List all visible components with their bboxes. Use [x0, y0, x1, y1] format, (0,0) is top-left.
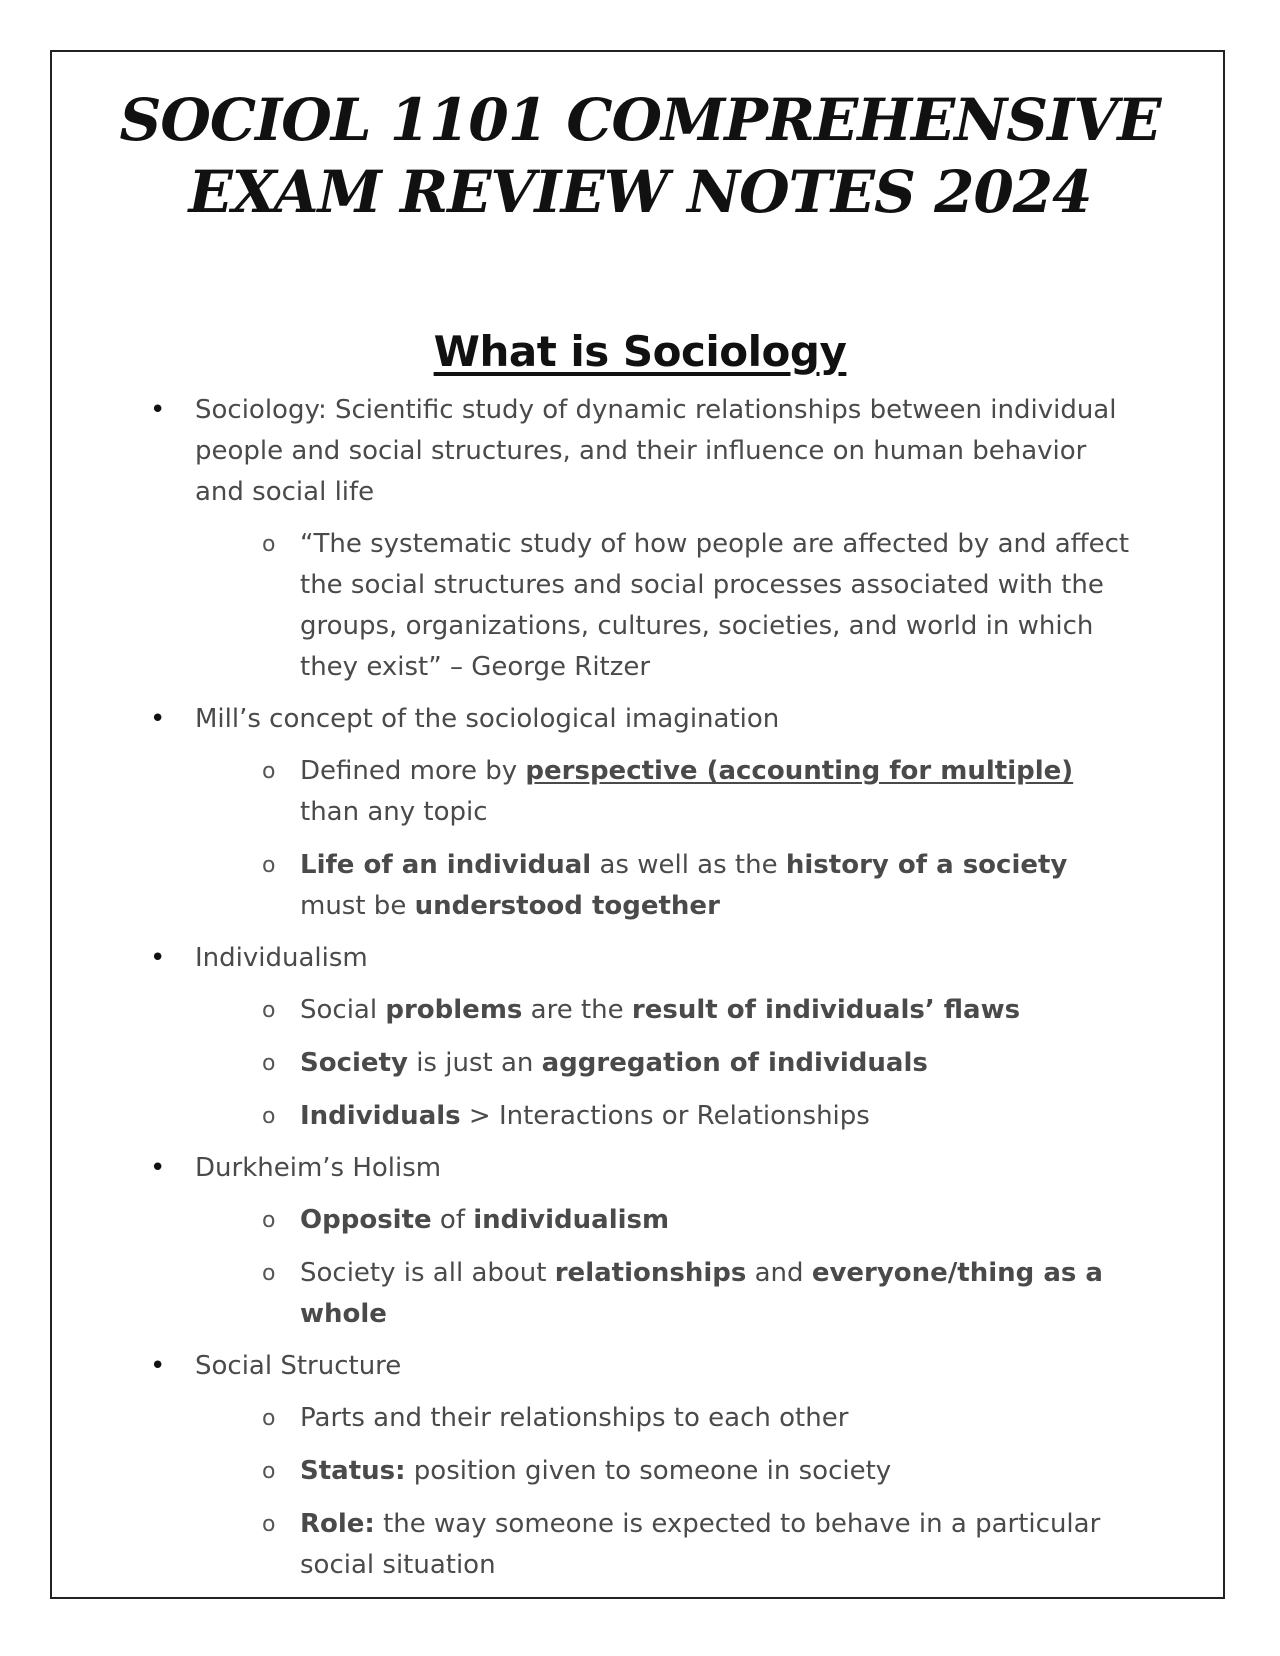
list-item — [0, 699, 1280, 740]
bullet-text: Durkheim’s Holism — [195, 1153, 442, 1183]
emphasis: Role: — [300, 1509, 375, 1539]
sub-list — [0, 751, 1280, 927]
bullet-text: Mill’s concept of the sociological imagination — [195, 704, 780, 734]
text-segment: the way someone is expected to behave in a particular social situation — [300, 1509, 1101, 1580]
emphasis: understood together — [414, 891, 720, 921]
emphasis: everyone/thing as a whole — [300, 1258, 1103, 1329]
sub-bullet-marker: o — [262, 1459, 276, 1484]
sub-list — [0, 1398, 1280, 1586]
sub-bullet-marker: o — [262, 759, 276, 784]
bullet-marker: • — [150, 943, 166, 973]
sub-list-item — [0, 1398, 1280, 1439]
sub-list — [0, 524, 1280, 688]
title-line-1: SOCIOL 1101 COMPREHENSIVE — [119, 86, 1161, 154]
sub-bullet-marker: o — [262, 998, 276, 1023]
sub-bullet-marker: o — [262, 1406, 276, 1431]
text-segment: and — [746, 1258, 812, 1288]
list-item — [0, 390, 1280, 513]
notes-content — [0, 390, 1280, 1597]
sub-list-item — [0, 1043, 1280, 1084]
sub-list-item — [0, 845, 1280, 927]
sub-list — [0, 1200, 1280, 1335]
bullet-text: Individualism — [195, 943, 368, 973]
emphasis: relationships — [554, 1258, 747, 1288]
sub-list-item — [0, 990, 1280, 1031]
emphasis: Opposite — [300, 1205, 432, 1235]
text-segment: as well as the — [591, 850, 786, 880]
bullet-marker: • — [150, 1153, 166, 1183]
sub-bullet-marker: o — [262, 532, 276, 557]
emphasis: history of a society — [785, 850, 1068, 880]
text-segment: must be — [300, 891, 415, 921]
list-item — [0, 1346, 1280, 1387]
text-segment: position given to someone in society — [405, 1456, 892, 1486]
document-title — [0, 84, 1280, 228]
section-heading: What is Sociology — [433, 327, 847, 376]
sub-bullet-marker: o — [262, 1051, 276, 1076]
text-segment: Society is all about — [300, 1258, 555, 1288]
emphasis: Life of an individual — [300, 850, 592, 880]
list-item — [0, 1148, 1280, 1189]
sub-bullet-marker: o — [262, 1104, 276, 1129]
emphasis: Society — [300, 1048, 408, 1078]
sub-list-item — [0, 751, 1280, 833]
text-segment: Defined more by — [300, 756, 526, 786]
sub-list-item — [0, 1504, 1280, 1586]
emphasis: individualism — [473, 1205, 670, 1235]
emphasis: problems — [385, 995, 523, 1025]
sub-list-item — [0, 1451, 1280, 1492]
emphasis: result of individuals’ flaws — [631, 995, 1021, 1025]
text-segment: Social — [300, 995, 386, 1025]
sub-list-item — [0, 524, 1280, 688]
text-segment: are the — [522, 995, 632, 1025]
bullet-marker: • — [150, 704, 166, 734]
emphasis: aggregation of individuals — [541, 1048, 928, 1078]
emphasis-underlined: perspective (accounting for multiple) — [525, 756, 1074, 786]
sub-bullet-marker: o — [262, 1261, 276, 1286]
text-segment: of — [431, 1205, 474, 1235]
sub-bullet-marker: o — [262, 853, 276, 878]
bullet-marker: • — [150, 1351, 166, 1381]
sub-list-item — [0, 1253, 1280, 1335]
bullet-text: Sociology: Scientific study of dynamic relationships between individual people and social structures, and their influence on human behavior and social life — [195, 395, 1117, 507]
sub-bullet-marker: o — [262, 1208, 276, 1233]
emphasis: Individuals — [300, 1101, 461, 1131]
quote-text: “The systematic study of how people are affected by and affect the social structures and social processes associated with the groups, organizations, cultures, societies, and world in which they exist” – George Ritzer — [300, 529, 1130, 682]
title-line-2: EXAM REVIEW NOTES 2024 — [188, 158, 1092, 226]
sub-list — [0, 990, 1280, 1137]
sub-list-item — [0, 1200, 1280, 1241]
bullet-text: Social Structure — [195, 1351, 402, 1381]
sub-list-item — [0, 1096, 1280, 1137]
sub-bullet-marker: o — [262, 1512, 276, 1537]
text-segment: than any topic — [300, 797, 488, 827]
text-segment: > Interactions or Relationships — [460, 1101, 870, 1131]
emphasis: Status: — [300, 1456, 406, 1486]
list-item — [0, 938, 1280, 979]
text-segment: is just an — [407, 1048, 542, 1078]
text-segment: Parts and their relationships to each other — [300, 1403, 849, 1433]
bullet-marker: • — [150, 395, 166, 425]
